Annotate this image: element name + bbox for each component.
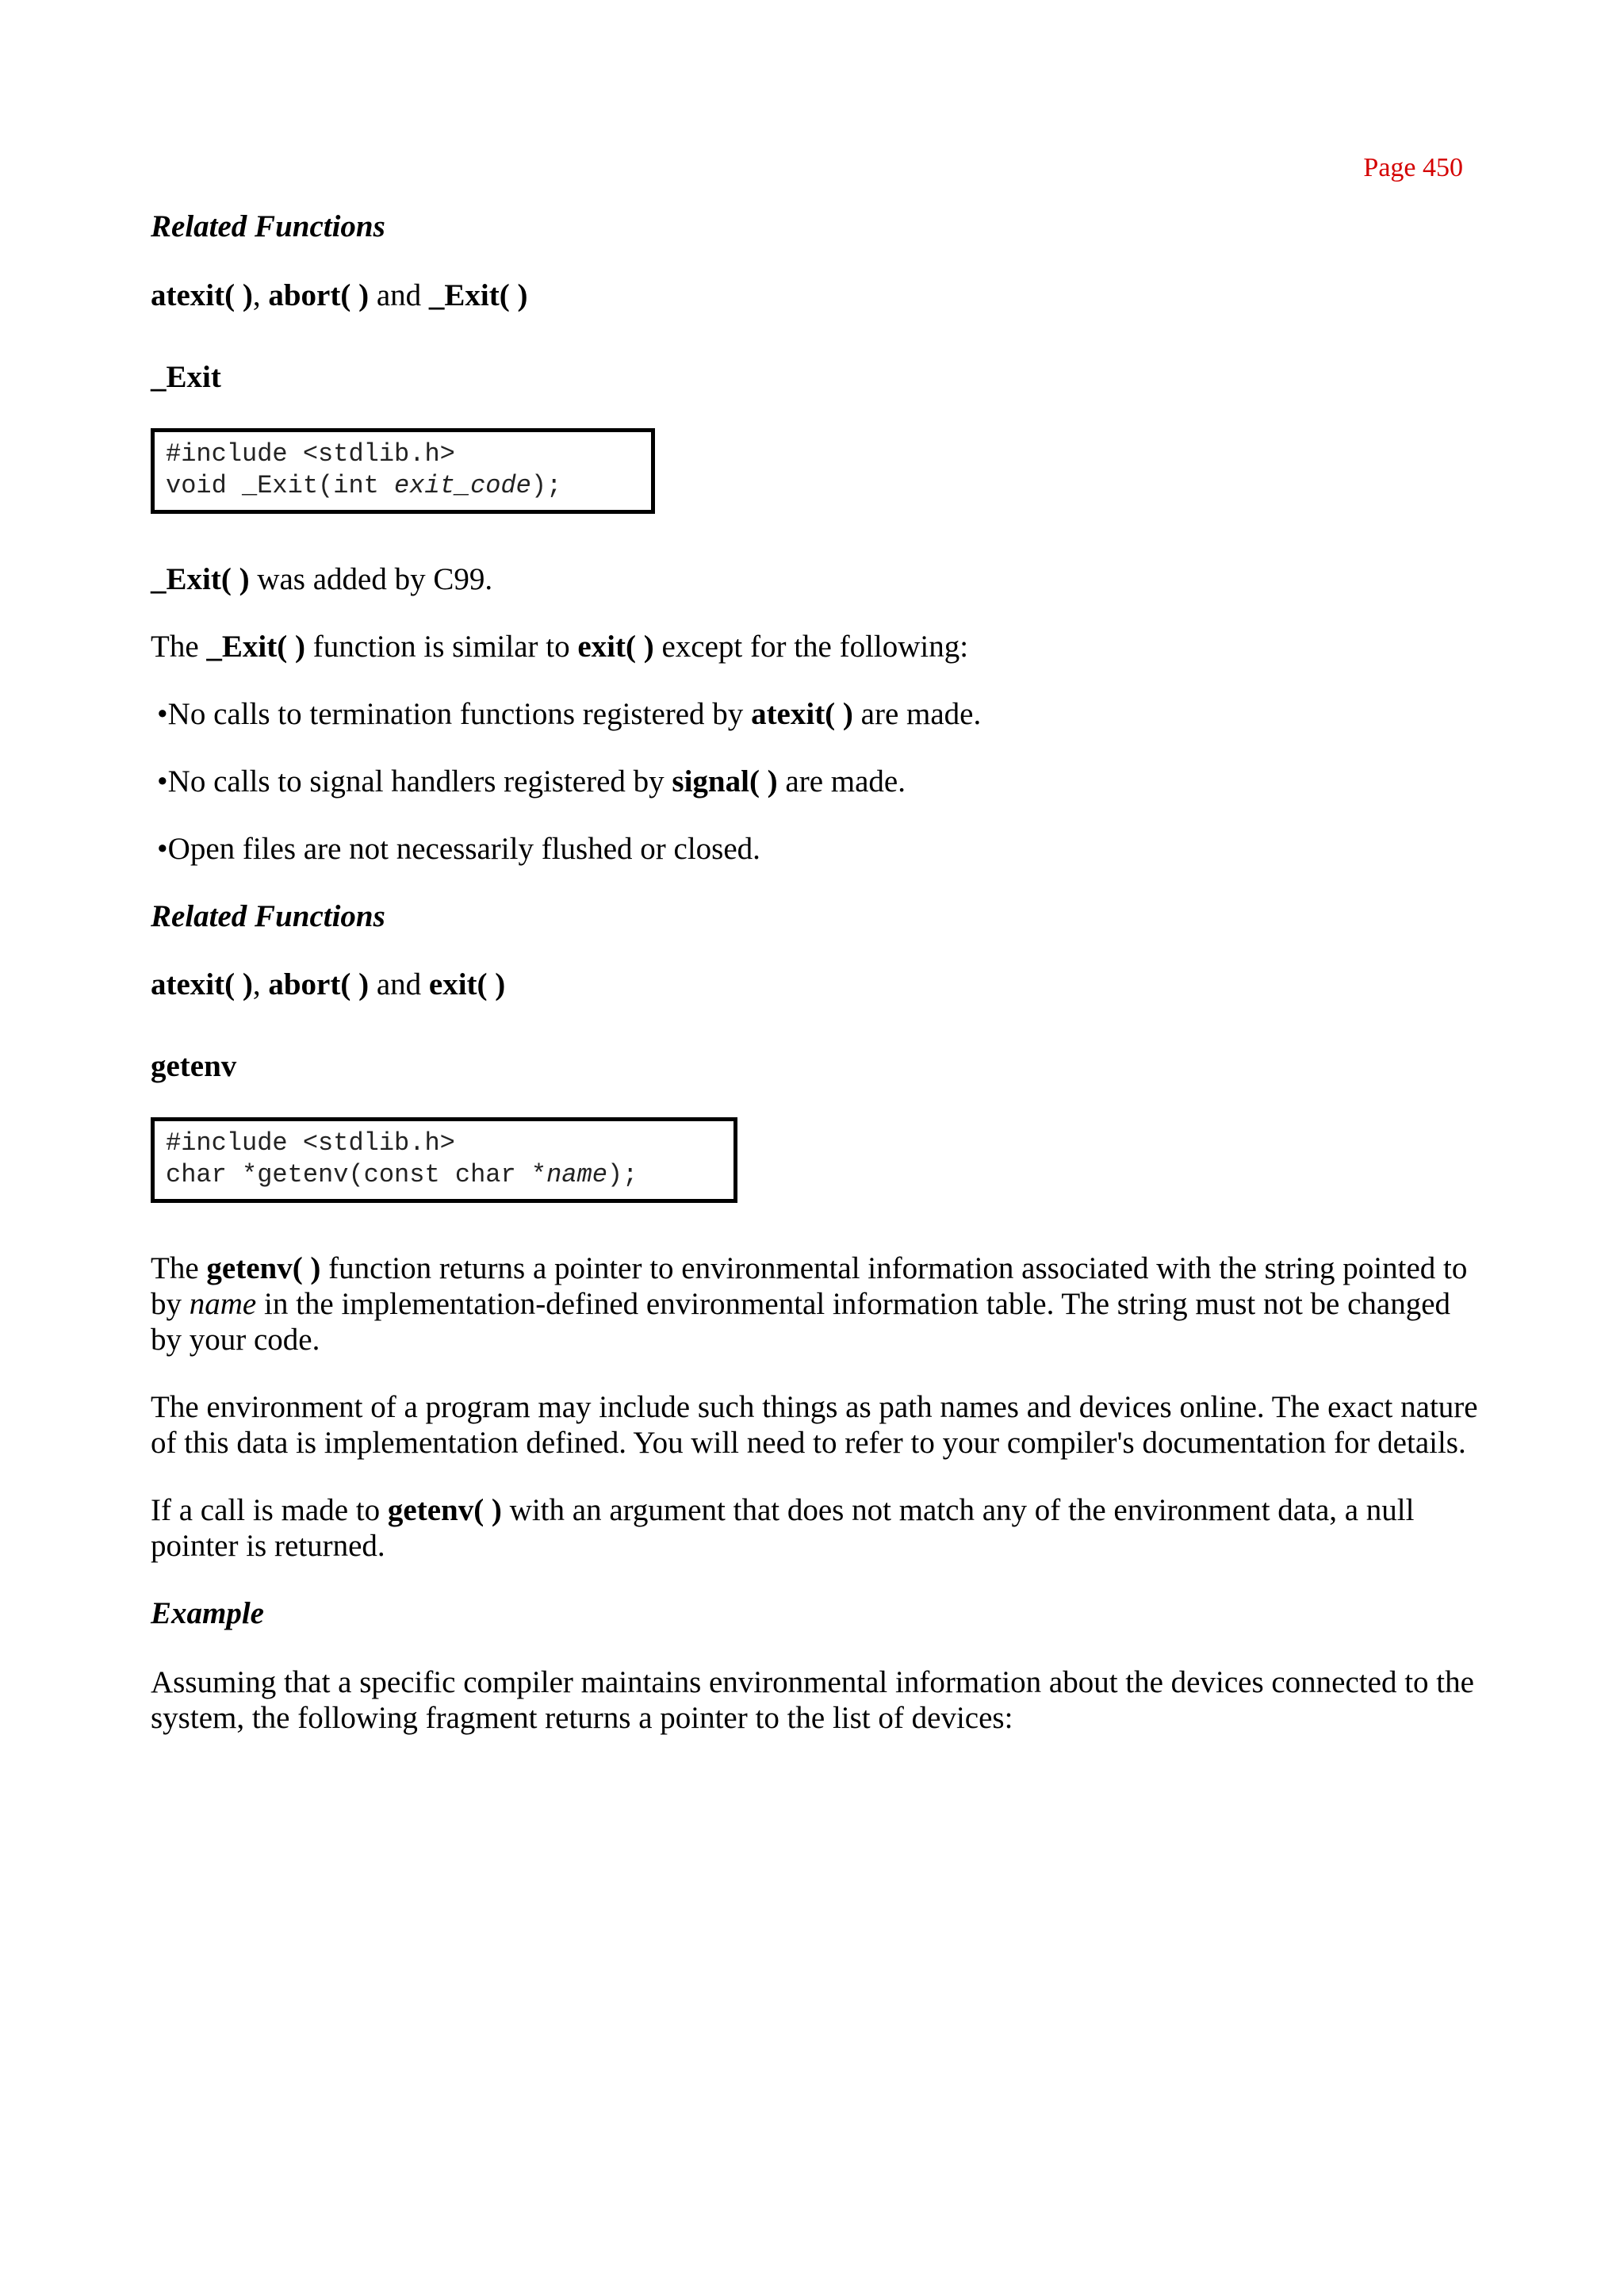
description-paragraph	[151, 1250, 1483, 1358]
function-ref-abort: abort( )	[268, 967, 370, 1002]
bullet-text: •Open files are not necessarily flushed or closed.	[157, 831, 760, 866]
list-item	[157, 764, 1483, 799]
example-paragraph: Assuming that a specific compiler maintains environmental information about the devices connected to the system, the following fragment returns a pointer to the list of devices:	[151, 1664, 1474, 1735]
code-text: );	[607, 1160, 638, 1190]
code-text: void _Exit(int	[166, 470, 395, 500]
example-heading: Example	[151, 1596, 264, 1631]
code-box-_exit	[151, 428, 655, 514]
body-text: The	[151, 1251, 207, 1286]
page-content	[151, 209, 1483, 1767]
param-ref-name: name	[189, 1287, 257, 1322]
entry-title-getenv: getenv	[151, 1049, 237, 1084]
function-ref-_exit: _Exit( )	[206, 629, 305, 664]
body-text: function returns a pointer to environmental information associated with the string pointed to by	[151, 1251, 1468, 1322]
code-param: exit_code	[394, 470, 531, 500]
code-line	[166, 470, 640, 502]
bullet-text: are made.	[852, 696, 982, 731]
page-number: Page 450	[1363, 153, 1463, 182]
separator: ,	[252, 967, 269, 1002]
code-box-getenv	[151, 1117, 737, 1203]
body-text: The	[151, 629, 207, 664]
code-line: #include <stdlib.h>	[166, 439, 455, 469]
bullet-text: are made.	[777, 764, 906, 798]
function-ref-exit: exit( )	[428, 967, 506, 1002]
body-text: with an argument that does not match any of the environment data, a null pointer is returned.	[151, 1493, 1415, 1564]
entry-title-_exit: _Exit	[151, 359, 221, 394]
list-item	[157, 696, 1483, 732]
body-text: If a call is made to	[151, 1493, 388, 1528]
function-ref-getenv: getenv( )	[206, 1251, 321, 1286]
function-ref-exit: exit( )	[577, 629, 654, 664]
function-ref-getenv: getenv( )	[387, 1493, 502, 1528]
related-functions-heading: Related Functions	[151, 209, 385, 243]
body-text: except for the following:	[653, 629, 969, 664]
body-text: function is similar to	[304, 629, 578, 664]
code-line: #include <stdlib.h>	[166, 1128, 455, 1158]
body-text: in the implementation-defined environmental information table. The string must not be changed by your code.	[151, 1287, 1451, 1358]
environment-paragraph: The environment of a program may include such things as path names and devices online. The exact nature of this data is implementation defined. You will need to refer to your compiler's documentation for details.	[151, 1390, 1478, 1461]
related-functions-heading: Related Functions	[151, 898, 385, 933]
conjunction: and	[369, 967, 429, 1002]
function-ref-_exit: _Exit( )	[151, 561, 250, 596]
body-text: was added by C99.	[249, 561, 493, 596]
code-param: name	[546, 1160, 607, 1190]
bullet-text: •No calls to termination functions registered by	[157, 696, 752, 731]
function-ref-atexit: atexit( )	[751, 696, 853, 731]
code-line	[166, 1159, 722, 1191]
separator: ,	[252, 278, 269, 312]
function-ref-abort: abort( )	[268, 278, 370, 312]
conjunction: and	[369, 278, 429, 312]
code-text: char *getenv(const char *	[166, 1160, 547, 1190]
list-item	[157, 831, 1483, 867]
related-functions-list	[151, 967, 1483, 1002]
function-ref-signal: signal( )	[672, 764, 778, 798]
function-ref-_exit: _Exit( )	[428, 278, 528, 312]
intro-paragraph	[151, 629, 1483, 664]
bullet-text: •No calls to signal handlers registered by	[157, 764, 672, 798]
added-note	[151, 561, 1483, 597]
function-ref-atexit: atexit( )	[151, 967, 253, 1002]
code-text: );	[530, 470, 562, 500]
function-ref-atexit: atexit( )	[151, 278, 253, 312]
related-functions-list	[151, 278, 1483, 313]
null-return-paragraph	[151, 1492, 1483, 1564]
